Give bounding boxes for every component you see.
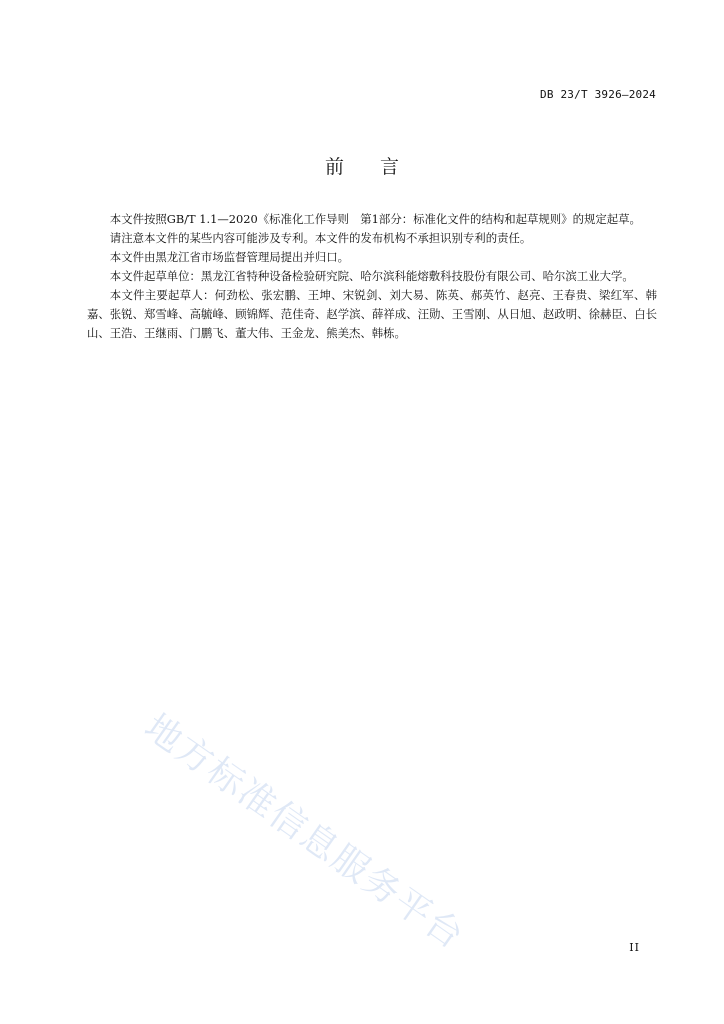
paragraph-drafters: 本文件主要起草人：何劲松、张宏鹏、王坤、宋锐剑、刘大易、陈英、郝英竹、赵亮、王春贵、梁红军、韩嘉、张锐、郑雪峰、高毓峰、顾锦辉、范佳奇、赵学滨、薛祥成、汪勋、王雪刚、从日旭、赵政明、徐赫臣、白长山、王浩、王继雨、门鹏飞、董大伟、王金龙、熊美杰、韩栋。 bbox=[87, 288, 657, 340]
section-title-char-2: 言 bbox=[380, 156, 400, 178]
paragraph-proposer: 本文件由黑龙江省市场监督管理局提出并归口。 bbox=[109, 250, 350, 264]
foreword-body bbox=[87, 210, 657, 343]
standard-code: DB 23/T 3926—2024 bbox=[540, 88, 656, 101]
section-title bbox=[0, 152, 724, 179]
watermark-text: 地方标准信息服务平台 bbox=[136, 706, 472, 959]
paragraph-drafting-organizations: 本文件起草单位：黑龙江省特种设备检验研究院、哈尔滨科能熔敷科技股份有限公司、哈尔滨工业大学。 bbox=[109, 269, 634, 283]
page-number: II bbox=[629, 941, 640, 954]
section-title-char-1: 前 bbox=[324, 156, 344, 178]
paragraph-patent-notice: 请注意本文件的某些内容可能涉及专利。本文件的发布机构不承担识别专利的责任。 bbox=[109, 231, 532, 245]
paragraph-drafting-rules: 本文件按照GB/T 1.1—2020《标准化工作导则 第1部分：标准化文件的结构和起草规则》的规定起草。 bbox=[109, 212, 641, 226]
